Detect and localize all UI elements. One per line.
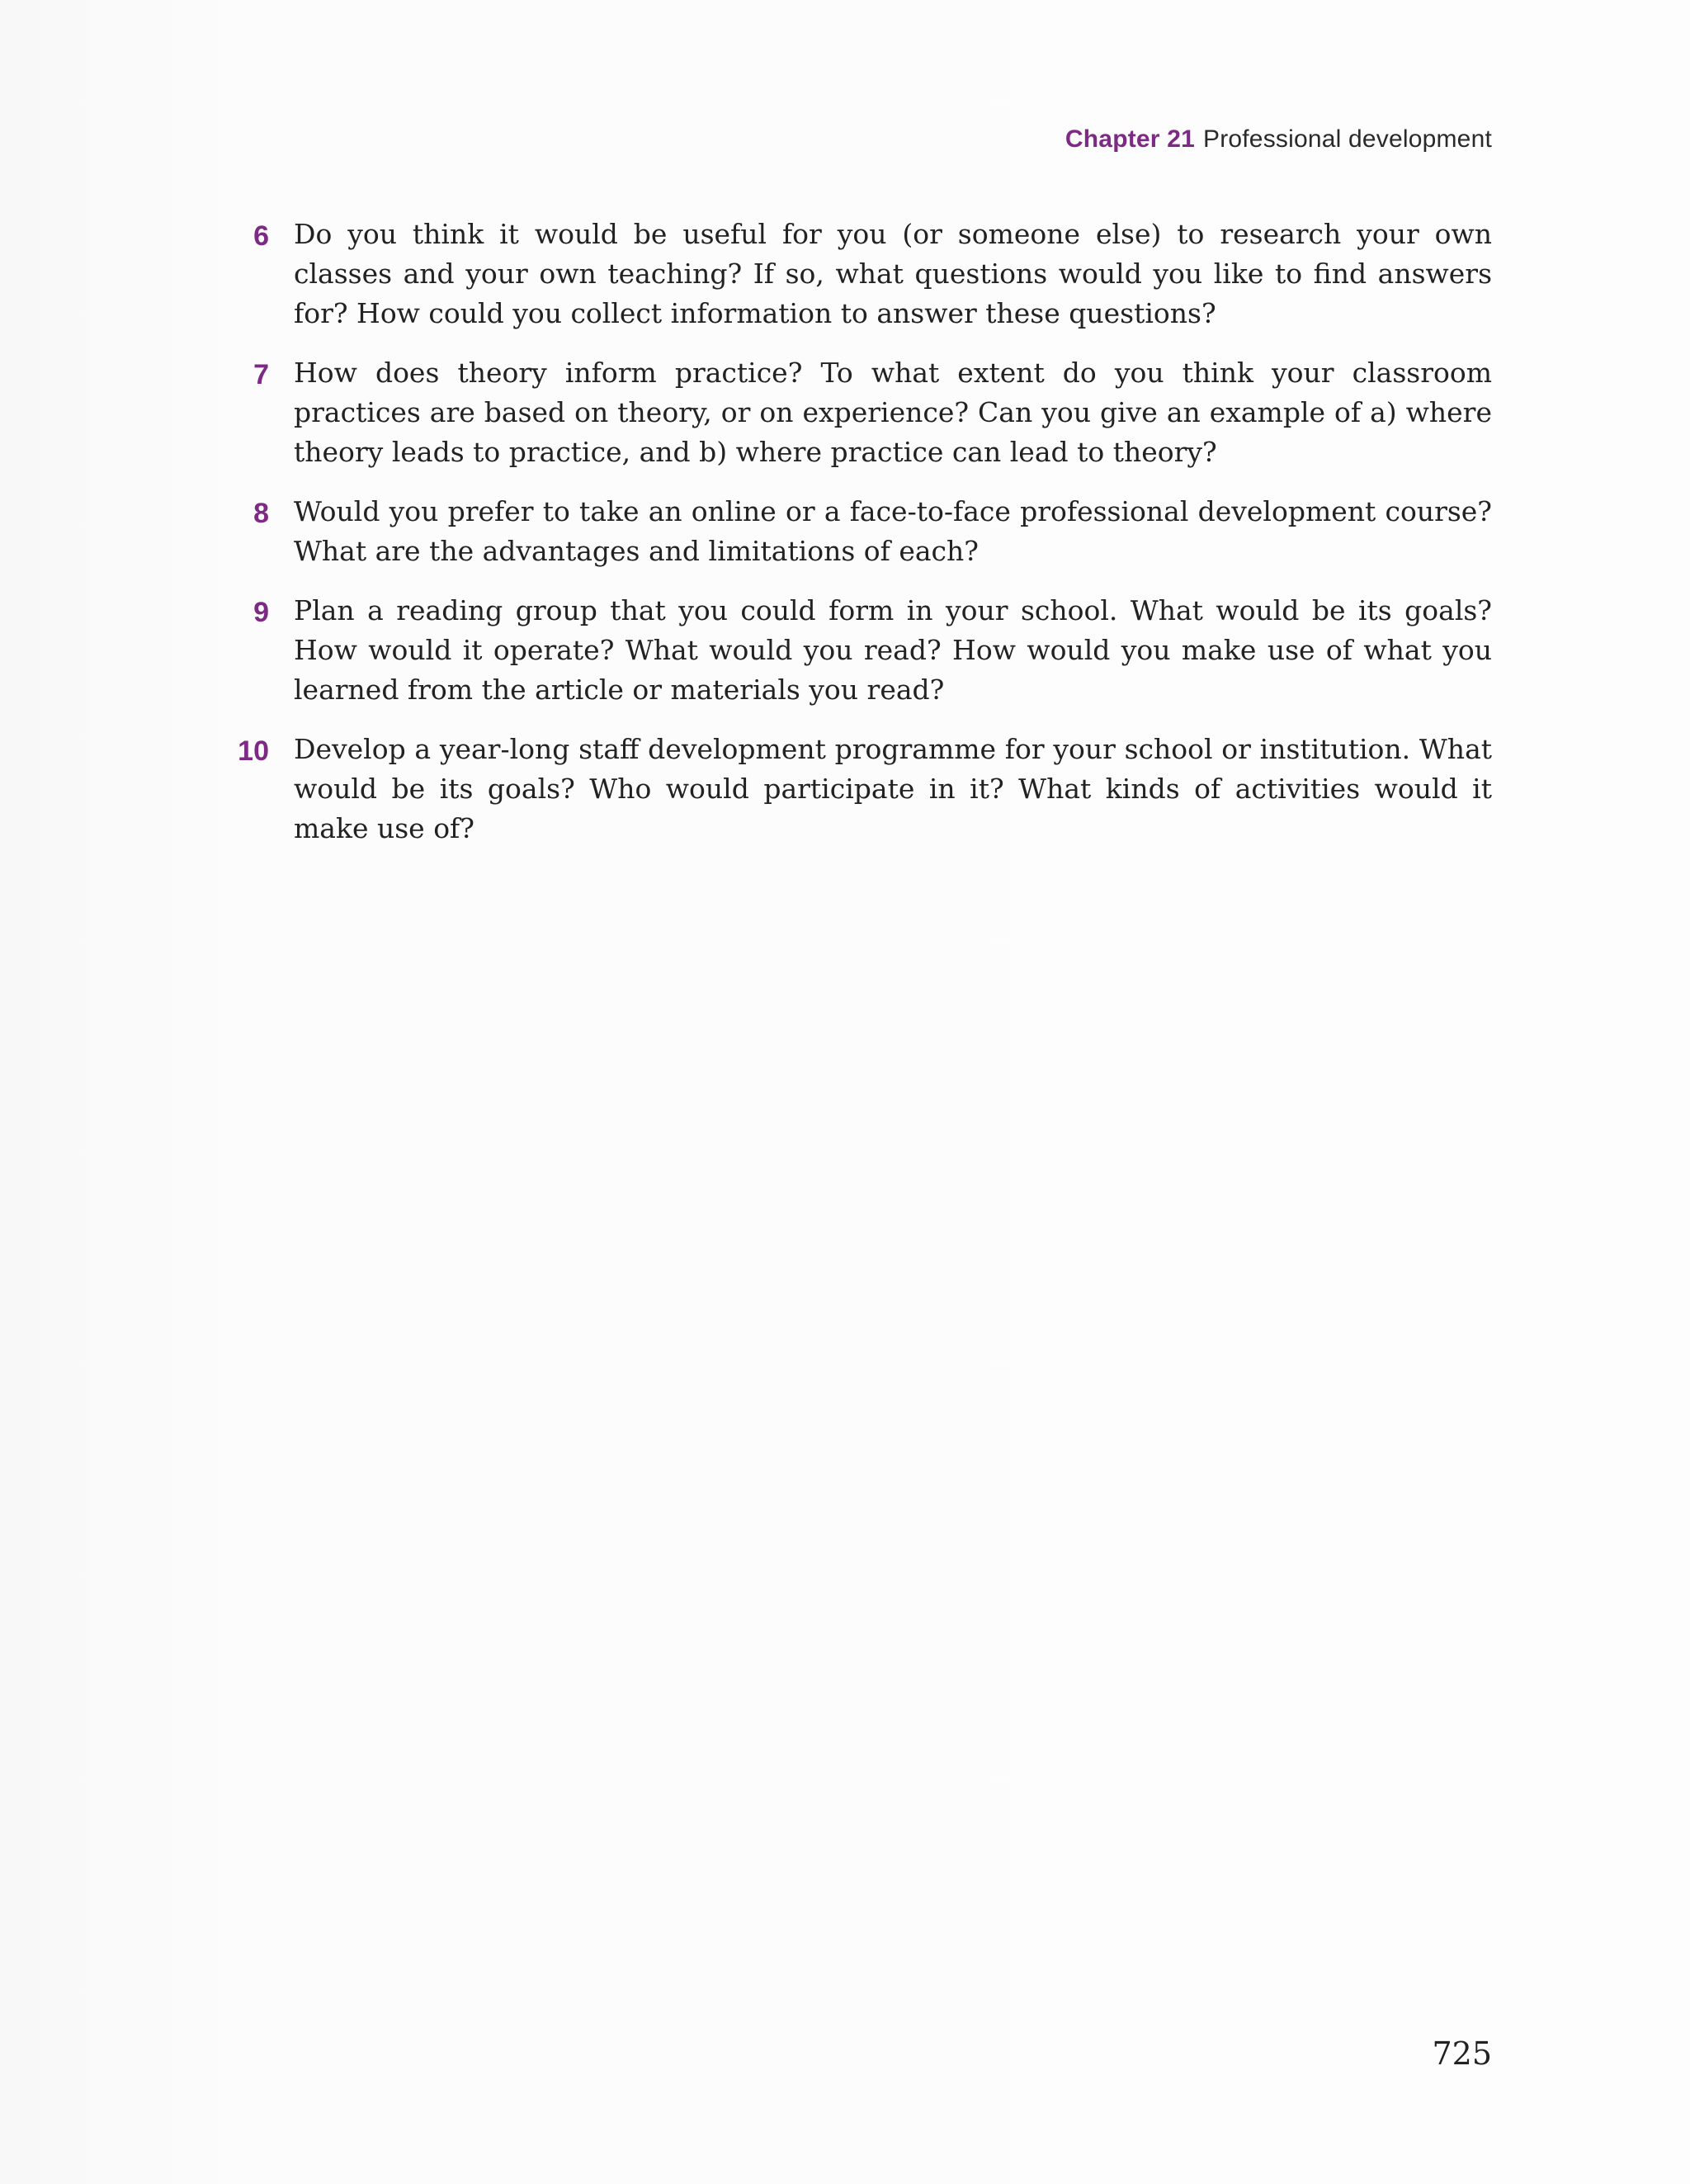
question-item (0, 492, 1690, 571)
question-number: 9 (253, 597, 269, 628)
running-head (1065, 125, 1492, 154)
question-item (0, 591, 1690, 710)
question-item (0, 353, 1690, 472)
question-number: 8 (253, 498, 269, 529)
question-item (0, 215, 1690, 333)
section-title: Professional development (1202, 125, 1492, 153)
page-number: 725 (1432, 2035, 1492, 2072)
question-text: Develop a year-long staff development programme for your school or institution. What would be its goals? Who would participate in it? What kinds of activities would it make use of? (294, 733, 1492, 844)
question-text: Plan a reading group that you could form in your school. What would be its goals? How would it operate? What would you read? How would you make use of what you learned from the article or materials you read? (294, 594, 1492, 706)
question-text: Do you think it would be useful for you (or someone else) to research your own classes and your own teaching? If so, what questions would you like to find answers for? How could you collect information to answer these questions? (294, 218, 1492, 329)
question-number: 6 (253, 220, 269, 252)
question-number: 10 (238, 735, 269, 767)
discussion-questions-list (0, 215, 1690, 868)
question-number: 7 (253, 359, 269, 390)
question-item (0, 730, 1690, 849)
chapter-label: Chapter 21 (1065, 125, 1195, 153)
question-text: How does theory inform practice? To what extent do you think your classroom practices are based on theory, or on experience? Can you give an example of a) where theory leads to practice, and b) where practice can lead to theory? (294, 357, 1492, 468)
question-text: Would you prefer to take an online or a face-to-face professional development course? What are the advantages and limitations of each? (294, 495, 1492, 567)
